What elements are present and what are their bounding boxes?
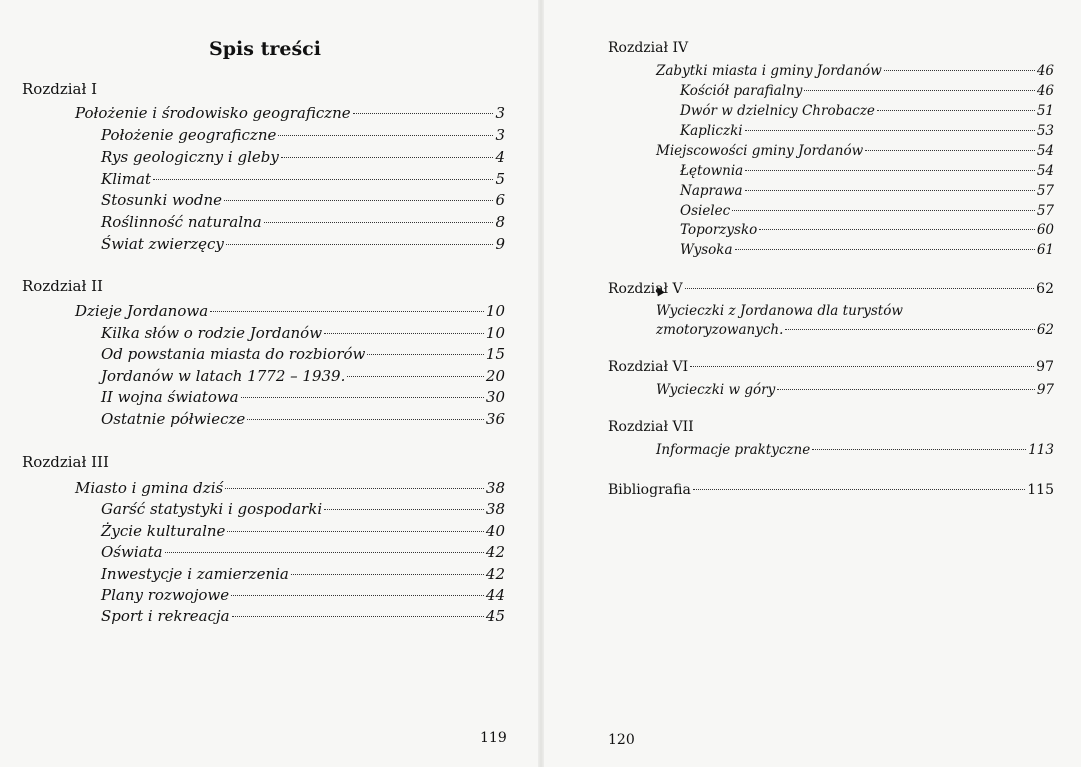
chapter-heading-1: Rozdział I [22, 80, 98, 98]
toc-entry: Sport i rekreacja 45 [101, 607, 505, 625]
toc-entry: Dwór w dzielnicy Chrobacze 51 [680, 103, 1054, 119]
toc-entry-main: Miasto i gmina dziś 38 [75, 479, 505, 497]
toc-entry: Stosunki wodne 6 [101, 191, 505, 209]
toc-entry-main: Położenie i środowisko geograficzne 3 [75, 104, 505, 122]
toc-entry: Toporzysko 60 [680, 222, 1054, 238]
chapter-heading-4: Rozdział IV [608, 40, 689, 56]
chapter-heading-2: Rozdział II [22, 277, 103, 295]
toc-entry: Ostatnie półwiecze 36 [101, 410, 505, 428]
chapter-heading-7: Rozdział VII [608, 419, 694, 435]
toc-entry-main: Miejscowości gminy Jordanów 54 [656, 143, 1054, 159]
toc-entry: Kilka słów o rodzie Jordanów 10 [101, 324, 505, 342]
toc-entry: Od powstania miasta do rozbiorów 15 [101, 345, 505, 363]
toc-entry: Osielec 57 [680, 203, 1054, 219]
toc-entry: Plany rozwojowe 44 [101, 586, 505, 604]
toc-entry-main: Zabytki miasta i gminy Jordanów 46 [656, 63, 1054, 79]
toc-entry: Położenie geograficzne 3 [101, 126, 505, 144]
toc-entry: Inwestycje i zamierzenia 42 [101, 565, 505, 583]
page-title: Spis treści [209, 38, 321, 60]
toc-entry: Garść statystyki i gospodarki 38 [101, 500, 505, 518]
toc-entry-multiline [656, 302, 1054, 340]
page-number: 119 [480, 730, 507, 746]
toc-entry: Oświata 42 [101, 543, 505, 561]
toc-entry: Kapliczki 53 [680, 123, 1054, 139]
toc-entry: Wycieczki w góry 97 [656, 382, 1054, 398]
chapter-heading-6: Rozdział VI 97 [608, 359, 1054, 375]
toc-entry-main: Dzieje Jordanowa 10 [75, 302, 505, 320]
chapter-heading-5: Rozdział V 62 [608, 281, 1054, 297]
toc-entry-page: 62 [1036, 322, 1054, 338]
toc-entry: Wysoka 61 [680, 242, 1054, 258]
toc-entry: Jordanów w latach 1772 – 1939. 20 [101, 367, 505, 385]
toc-entry: II wojna światowa 30 [101, 388, 505, 406]
toc-entry: Rys geologiczny i gleby 4 [101, 148, 505, 166]
chapter-heading-3: Rozdział III [22, 453, 109, 471]
left-page [0, 0, 540, 767]
toc-entry: Klimat 5 [101, 170, 505, 188]
bibliography-entry: Bibliografia 115 [608, 482, 1054, 498]
toc-entry: Łętownia 54 [680, 163, 1054, 179]
toc-entry: Świat zwierzęcy 9 [101, 235, 505, 253]
toc-entry: Informacje praktyczne 113 [656, 442, 1054, 458]
toc-entry: Naprawa 57 [680, 183, 1054, 199]
toc-entry: Kościół parafialny 46 [680, 83, 1054, 99]
page-number: 120 [608, 732, 635, 748]
toc-entry-line2: zmotoryzowanych. [656, 322, 784, 338]
toc-entry-line1: Wycieczki z Jordanowa dla turystów [656, 303, 903, 319]
toc-entry: Roślinność naturalna 8 [101, 213, 505, 231]
toc-entry: Życie kulturalne 40 [101, 522, 505, 540]
